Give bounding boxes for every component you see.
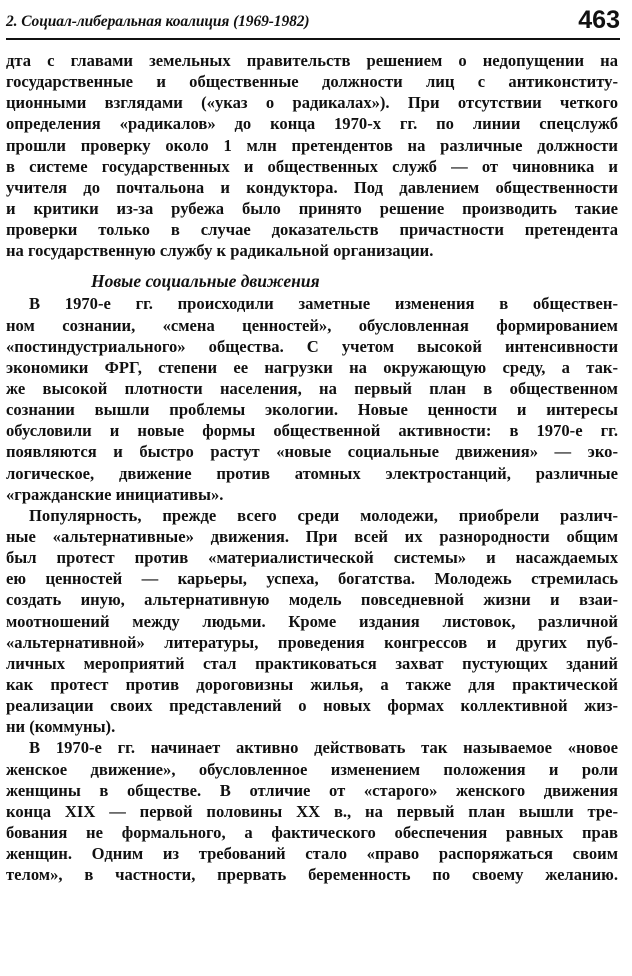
text-line: обусловили и новые формы общественной активности: в 1970-е гг. xyxy=(6,421,618,441)
body-text xyxy=(6,50,618,885)
text-line: личных мероприятий стал практиковаться захват пустующих зданий xyxy=(6,653,618,673)
text-line: как протест против дороговизны жилья, а также для практической xyxy=(6,674,618,694)
text-line: моотношений между людьми. Кроме издания листовок, различной xyxy=(6,611,618,631)
text-line: проверки только в случае доказательств причастности претендента xyxy=(6,220,618,240)
text-line: женское движение», обусловленное изменением положения и роли xyxy=(6,759,618,779)
text-line: экономики ФРГ, степени ее нагрузки на окружающую среду, а так- xyxy=(6,357,618,377)
text-line: Популярность, прежде всего среди молодежи, приобрели различ- xyxy=(29,505,618,525)
text-line: прошли проверку около 1 млн претендентов на различные должности xyxy=(6,135,618,155)
running-head xyxy=(6,4,620,40)
paragraph-new-values xyxy=(6,293,618,504)
text-line: определения «радикалов» до конца 1970-х гг. по линии спецслужб xyxy=(6,114,618,134)
text-line: на государственную службу к радикальной организации. xyxy=(6,241,434,261)
paragraph-continued xyxy=(6,50,618,261)
text-line: ею ценностей — карьеры, успеха, богатства. Молодежь стремилась xyxy=(6,569,618,589)
text-line: логическое, движение против атомных электростанций, различные xyxy=(6,463,618,483)
text-line: в системе государственных и общественных служб — от чиновника и xyxy=(6,156,618,176)
text-line: сознании вышли проблемы экологии. Новые ценности и интересы xyxy=(6,400,618,420)
text-line: реализации своих представлений о новых формах коллективной жиз- xyxy=(6,696,618,716)
text-line: же высокой плотности населения, на первый план в общественном xyxy=(6,378,618,398)
text-line: телом», в частности, прервать беременность по своему желанию. xyxy=(6,865,618,885)
text-line: В 1970-е гг. начинает активно действовать так называемое «новое xyxy=(29,738,618,758)
text-line: женщины в обществе. В отличие от «старого» женского движения xyxy=(6,780,618,800)
text-line: женщин. Одним из требований стало «право распоряжаться своим xyxy=(6,844,618,864)
text-line: ном сознании, «смена ценностей», обусловленная формированием xyxy=(6,315,618,335)
paragraph-alternative-movements xyxy=(6,505,618,738)
text-line: бования не формального, а фактического обеспечения равных прав xyxy=(6,822,618,842)
section-heading: Новые социальные движения xyxy=(91,271,320,292)
text-line: ни (коммуны). xyxy=(6,717,116,737)
text-line: В 1970-е гг. происходили заметные изменения в обществен- xyxy=(29,294,618,314)
text-line: создать иную, альтернативную модель повседневной жизни и взаи- xyxy=(6,590,618,610)
text-line: был протест против «материалистической системы» и насаждаемых xyxy=(6,548,618,568)
text-line: «гражданские инициативы». xyxy=(6,484,224,504)
text-line: и критики из-за рубежа было принято решение производить такие xyxy=(6,198,618,218)
text-line: конца XIX — первой половины XX в., на первый план вышли тре- xyxy=(6,801,618,821)
text-line: ционными взглядами («указ о радикалах»). При отсутствии четкого xyxy=(6,93,618,113)
paragraph-women-movement xyxy=(6,737,618,885)
text-line: учителя до почтальона и кондуктора. Под давлением общественности xyxy=(6,177,618,197)
text-line: «постиндустриального» общества. С учетом высокой интенсивности xyxy=(6,336,618,356)
text-line: дта с главами земельных правительств решением о недопущении на xyxy=(6,51,618,70)
running-title: 2. Социал-либеральная коалиция (1969-1982) xyxy=(6,13,310,30)
page-number: 463 xyxy=(578,6,620,34)
text-line: «альтернативной» литературы, проведения конгрессов и других пуб- xyxy=(6,632,618,652)
text-line: ные «альтернативные» движения. При всей их разнородности общим xyxy=(6,526,618,546)
text-line: появляются и быстро растут «новые социальные движения» — эко- xyxy=(6,442,618,462)
text-line: государственные и общественные должности лиц с антиконститу- xyxy=(6,72,618,92)
